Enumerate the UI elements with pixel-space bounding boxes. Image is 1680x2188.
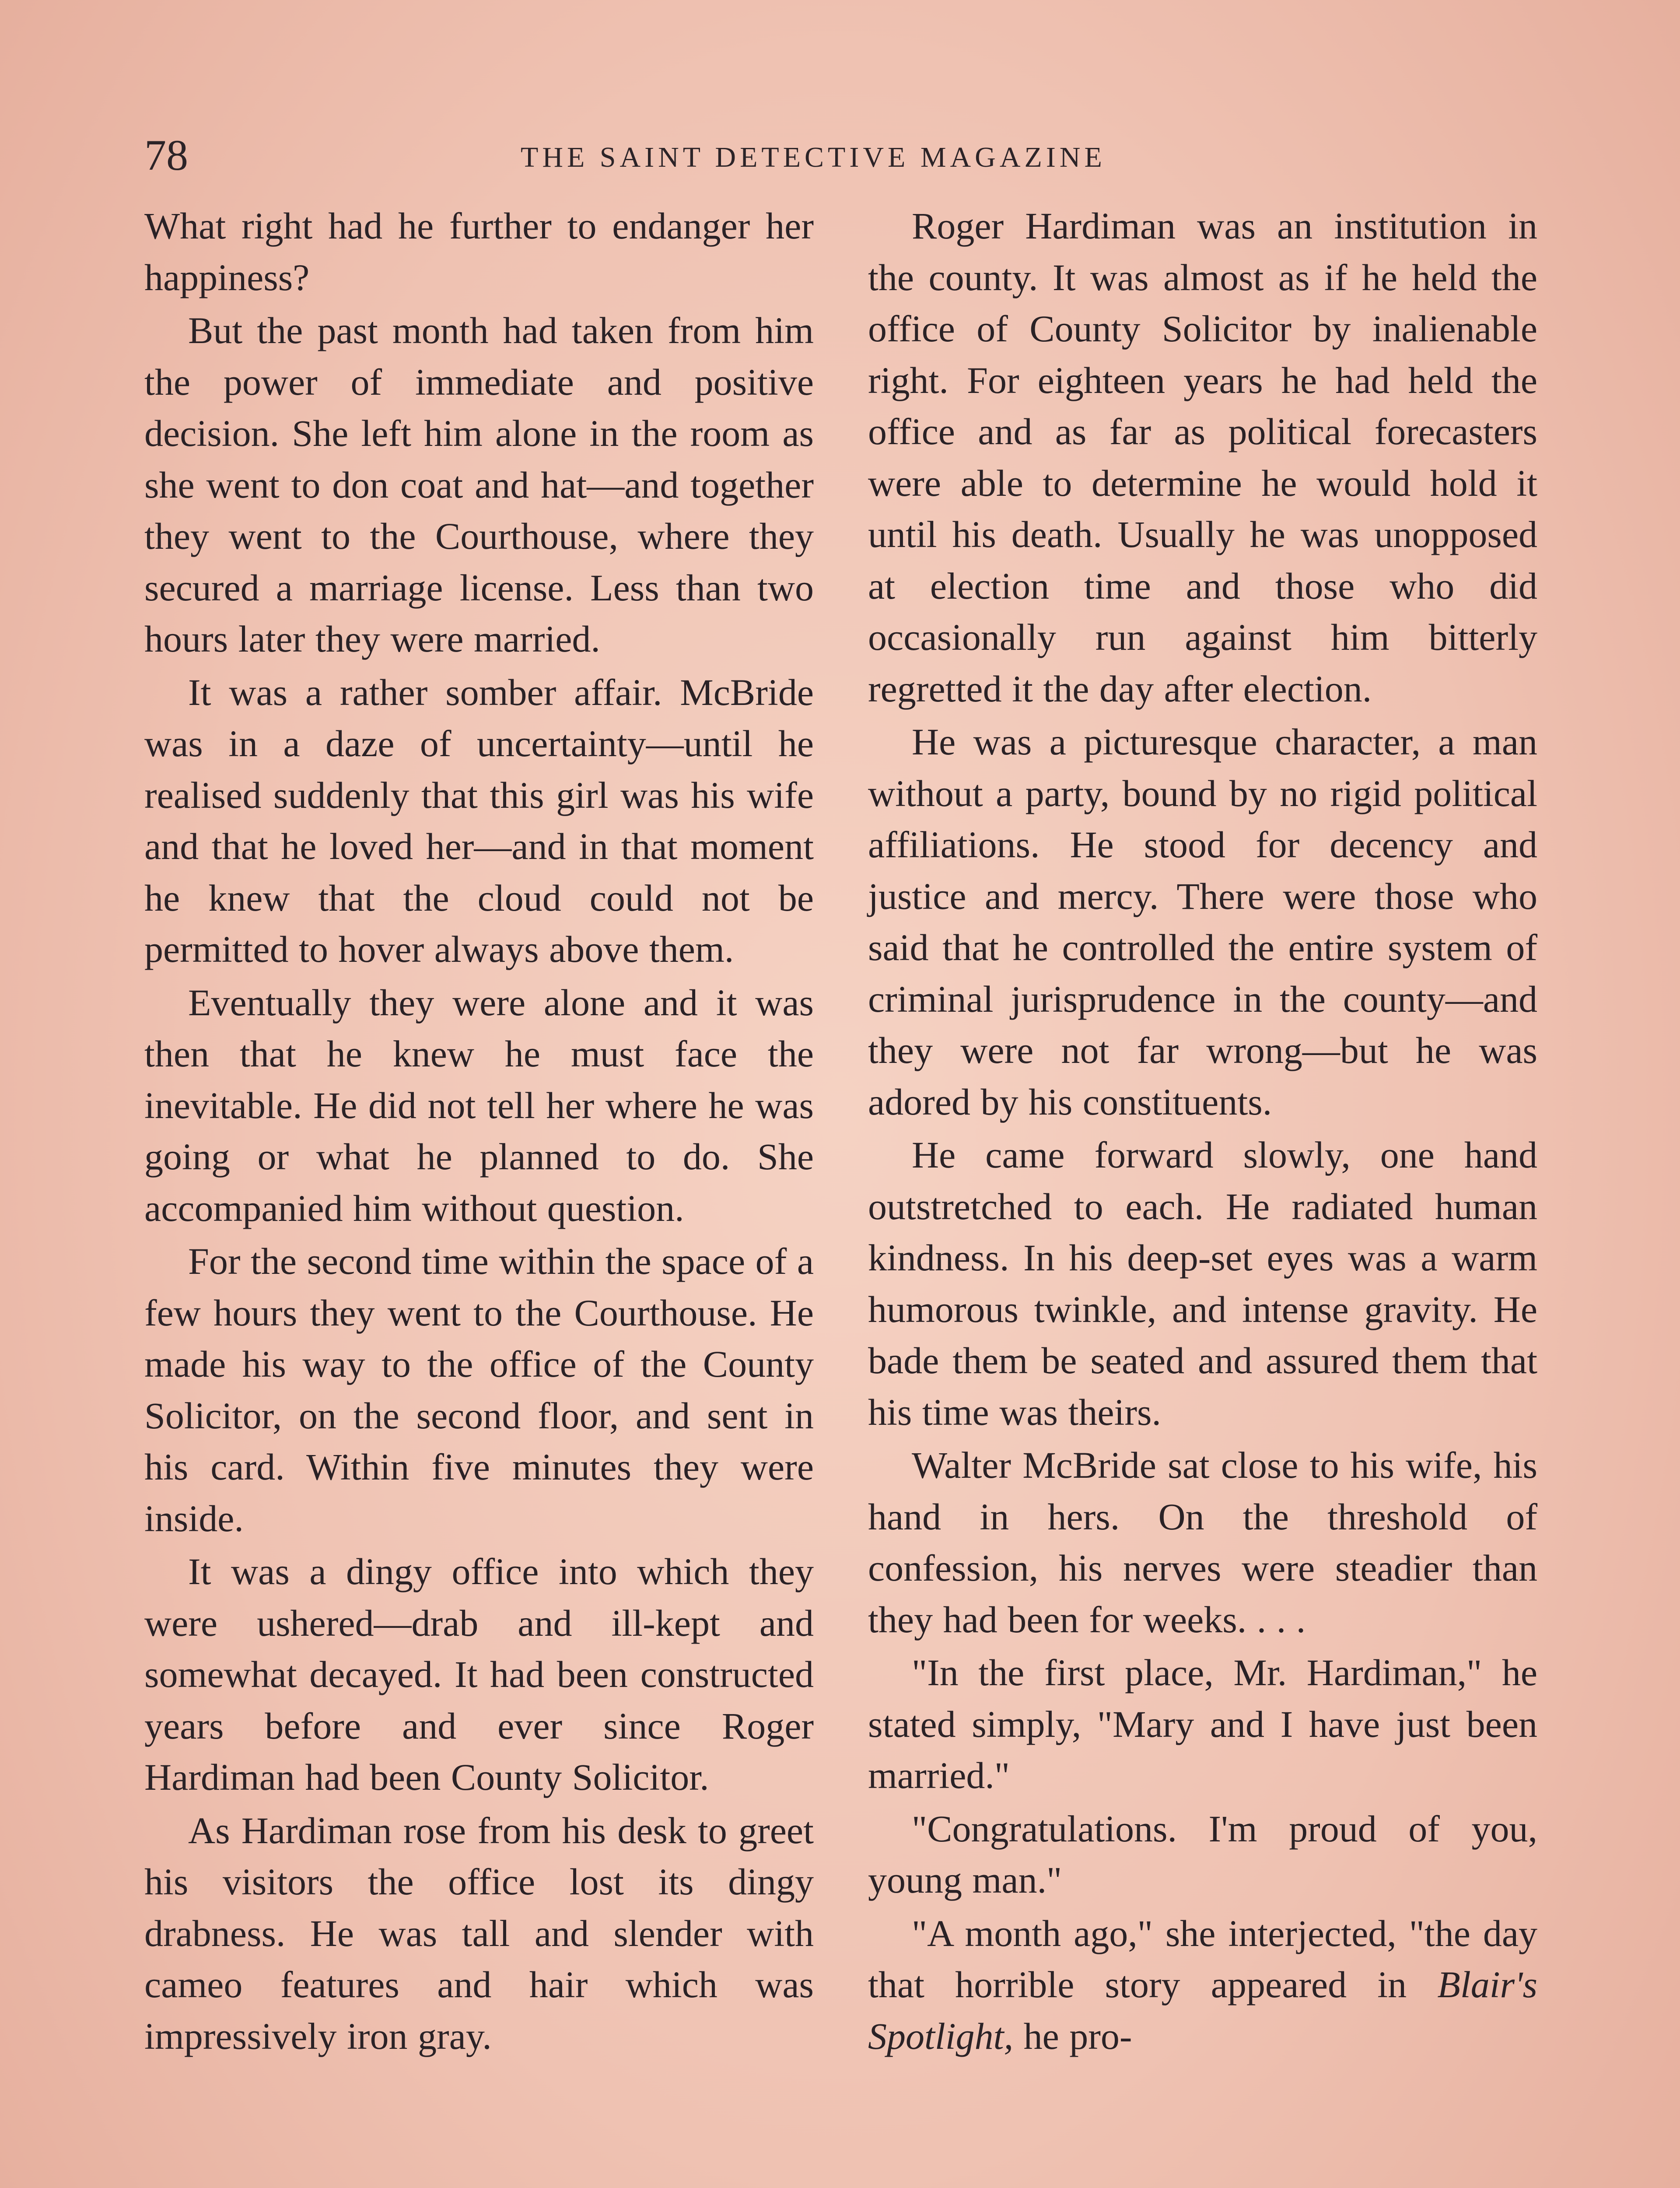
paragraph-tail: he pro- (1013, 2015, 1132, 2057)
paragraph-text: "A month ago," she interjected, "the day that horrible story appeared in (868, 1912, 1537, 2006)
paragraph: Roger Hardiman was an institution in the county. It was almost as if he held the office of County Solicitor by inalienable right. For eighteen years he had held the office and as far as political forecasters were able to determine he would hold it until his death. Usually he was unopposed at election time and those who did occasionally run against him bitterly regretted it the day after election. (868, 205, 1537, 710)
paragraph: As Hardiman rose from his desk to greet his visitors the office lost its dingy drabness. He was tall and slender with cameo features and hair which was impressively iron gray. (144, 1809, 814, 2057)
right-column (868, 200, 1537, 2062)
page-header (144, 131, 1544, 179)
paragraph: It was a dingy office into which they were ushered—drab and ill-kept and somewhat decayed. It had been constructed years before and ever since Roger Hardiman had been County Solicitor. (144, 1550, 814, 1798)
paragraph: It was a rather somber affair. McBride was in a daze of uncertainty—until he realised suddenly that this girl was his wife and that he loved her—and in that moment he knew that the cloud could not be permitted to hover always above them. (144, 671, 814, 970)
paragraph: "Congratulations. I'm proud of you, young man." (868, 1807, 1537, 1901)
paragraph: He came forward slowly, one hand outstretched to each. He radiated human kindness. In his deep-set eyes was a warm humorous twinkle, and intense gravity. He bade them be seated and assured them that his time was theirs. (868, 1134, 1537, 1433)
paragraph: For the second time within the space of a few hours they went to the Courthouse. He made his way to the office of the County Solicitor, on the second floor, and sent in his card. Within five minutes they were inside. (144, 1240, 814, 1539)
publication-title: Blair's Spotlight, (868, 1964, 1537, 2057)
paragraph: But the past month had taken from him the power of immediate and positive decision. She left him alone in the room as she went to don coat and hat—and together they went to the Courthouse, where they secured a marriage license. Less than two hours later they were married. (144, 309, 814, 660)
paragraph: Walter McBride sat close to his wife, his hand in hers. On the threshold of confession, his nerves were steadier than they had been for weeks. . . . (868, 1444, 1537, 1641)
paragraph: "In the first place, Mr. Hardiman," he stated simply, "Mary and I have just been married." (868, 1652, 1537, 1796)
running-head: THE SAINT DETECTIVE MAGAZINE (521, 141, 1106, 173)
paragraph: He was a picturesque character, a man without a party, bound by no rigid political affiliations. He stood for decency and justice and mercy. There were those who said that he controlled the entire system of criminal jurisprudence in the county—and they were not far wrong—but he was adored by his constituents. (868, 721, 1537, 1123)
left-column (144, 200, 814, 2062)
page-number: 78 (144, 131, 188, 179)
paragraph-final (868, 1908, 1537, 2062)
paragraph: What right had he further to endanger her happiness? (144, 205, 814, 298)
paragraph: Eventually they were alone and it was then that he knew he must face the inevitable. He did not tell her where he was going or what he planned to do. She accompanied him without question. (144, 981, 814, 1229)
